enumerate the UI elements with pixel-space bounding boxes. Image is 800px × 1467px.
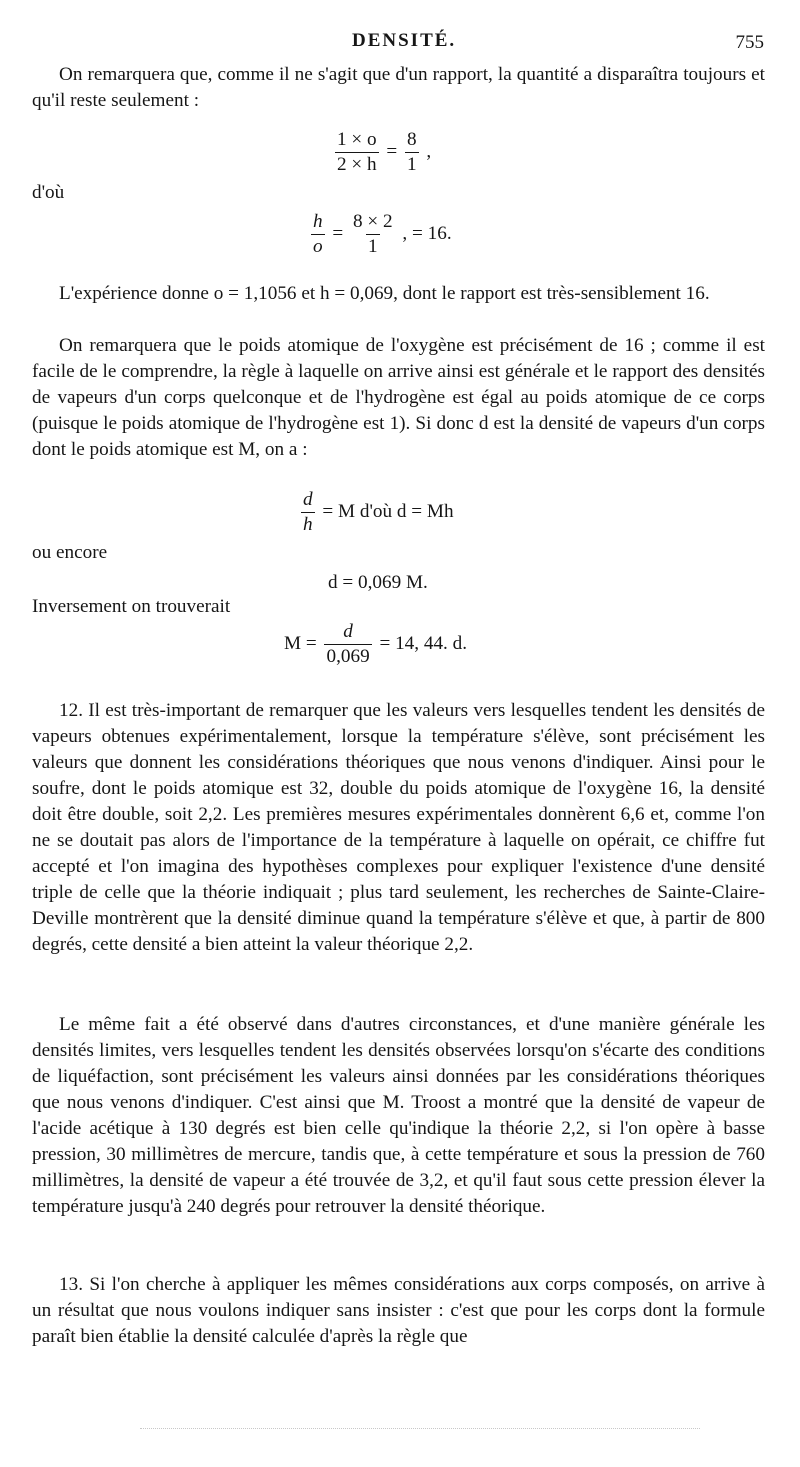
connector-ou-encore: ou encore [32,542,108,563]
equation-rest: = M d'où d = Mh [322,500,454,522]
equation-d-069m: d = 0,069 M. [328,572,428,593]
page-number: 755 [735,32,764,53]
fraction-numerator: d [343,621,353,642]
fraction-numerator: 8 [407,129,417,150]
paragraph-oxygene [32,333,765,463]
paragraph-13 [32,1272,765,1350]
paragraph-experience [32,281,765,307]
fraction-denominator: 1 [407,154,417,175]
intro-text: On remarquera que, comme il ne s'agit que d'un rapport, la quantité a disparaîtra toujours et qu'il reste seulement : [32,64,765,111]
fraction-numerator: d [303,489,313,510]
fraction-numerator: h [313,211,323,232]
equation-rest: = 14, 44. d. [379,632,468,654]
fraction-denominator: 1 [368,236,378,257]
fraction-denominator: 0,069 [326,646,370,667]
fraction-d-069 [324,620,371,669]
equation-h-over-o [308,210,452,259]
equals-sign: = [332,222,344,244]
fraction-h-o [311,210,325,259]
paragraph-12 [32,698,765,958]
fraction-d-h [301,488,315,537]
running-header [0,30,800,56]
equation-m [284,620,467,669]
paragraph-text: On remarquera que le poids atomique de l'oxygène est précisément de 16 ; comme il est facile de le comprendre, la règle à laquelle on arrive ainsi est générale et le rapport des densités de vapeurs d'un corps quelconque et de l'hydrogène est égal au poids atomique de ce corps (puisque le poids atomique de l'hydrogène est 1). Si donc d est la densité de vapeurs d'un corps dont le poids atomique est M, on a : [32,335,765,460]
intro-paragraph [32,62,765,114]
equation-ratio [332,128,431,177]
fraction-numerator: 8 × 2 [353,211,393,232]
equation-lhs: M = [284,632,317,654]
equation-punctuation: , [426,140,432,162]
paragraph-text: L'expérience donne o = 1,1056 et h = 0,069, dont le rapport est très-sensiblement 16. [59,283,710,304]
paragraph-meme-fait [32,1012,765,1220]
fraction-denominator: o [313,236,323,257]
fraction-numerator: 1 × o [337,129,377,150]
fraction-denominator: 2 × h [337,154,377,175]
equation-d-over-h [298,488,454,537]
fraction-denominator: h [303,514,313,535]
connector-dou: d'où [32,182,65,203]
paragraph-text: 12. Il est très-important de remarquer que les valeurs vers lesquelles tendent les densités de vapeurs obtenues expérimentalement, lorsque la température s'élève, sont précisément les valeurs que donnent les considérations théoriques que nous venons d'indiquer. Ainsi pour le soufre, dont le poids atomique est 32, double du poids atomique de l'oxygène 16, la densité doit être double, soit 2,2. Les premières mesures expérimentales donnèrent 6,6 et, comme l'on ne se doutait pas alors de l'importance de la température à laquelle on opérait, ce chiffre fut accepté et l'on imagina des hypothèses complexes pour expliquer l'existence d'une densité triple de celle que la théorie indiquait ; plus tard seulement, les recherches de Sainte-Claire-Deville montrèrent que la densité diminue quand la température s'élève et que, à partir de 800 degrés, cette densité a bien atteint la valeur théorique 2,2. [32,700,765,955]
fraction-lhs [335,128,379,177]
running-title: DENSITÉ. [352,30,457,51]
fraction-8x2 [351,210,395,259]
fraction-rhs [405,128,419,177]
connector-inversement: Inversement on trouverait [32,596,231,617]
equals-sign: = [386,140,398,162]
footer-rule [140,1428,700,1429]
paragraph-text: 13. Si l'on cherche à appliquer les mêmes considérations aux corps composés, on arrive à un résultat que nous voulons indiquer sans insister : c'est que pour les corps dont la formule paraît bien établie la densité calculée d'après la règle que [32,1274,765,1347]
equation-result: , = 16. [402,222,452,244]
paragraph-text: Le même fait a été observé dans d'autres circonstances, et d'une manière générale les densités limites, vers lesquelles tendent les densités observées lorsqu'on s'écarte des conditions de liquéfaction, sont précisément les valeurs ainsi données par les considérations théoriques que nous venons d'indiquer. C'est ainsi que M. Troost a montré que la densité de vapeur de l'acide acétique à 130 degrés est bien celle qu'indique la théorie 2,2, si l'on opère à basse pression, 30 millimètres de mercure, tandis que, à cette température et sous la pression de 760 millimètres, la densité de vapeur a été trouvée de 3,2, et qu'il faut sous cette pression élever la température jusqu'à 240 degrés pour retrouver la densité théorique. [32,1014,765,1217]
